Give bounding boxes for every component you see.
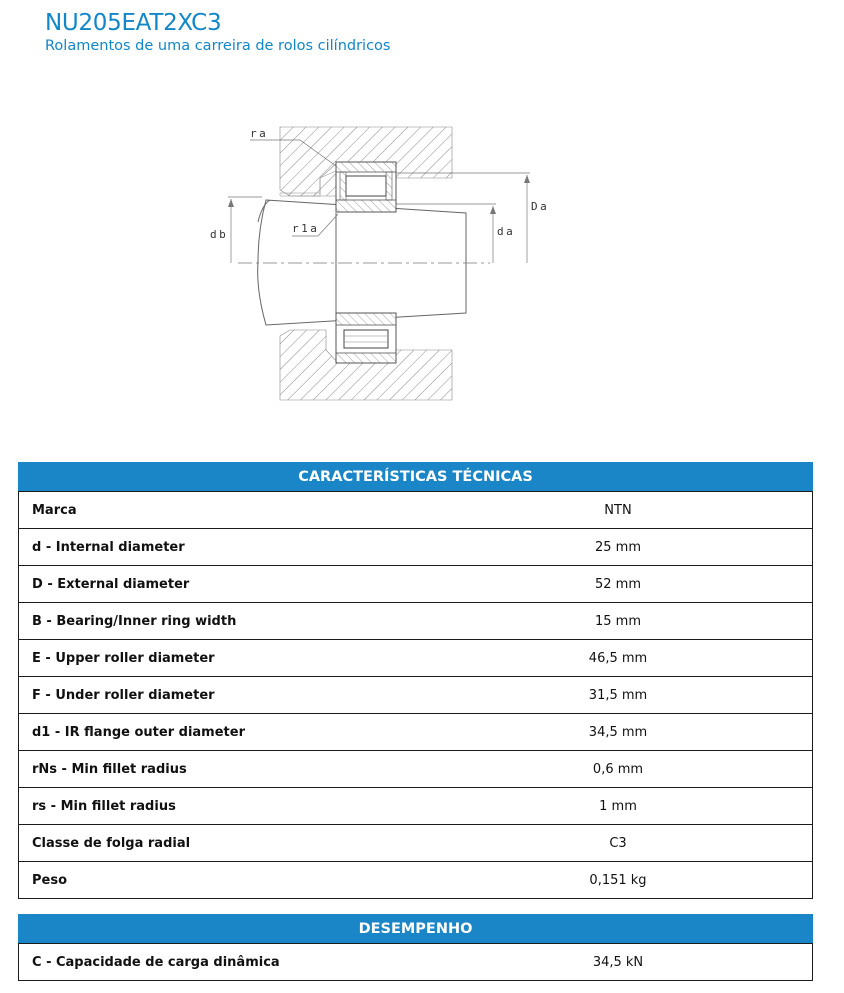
spec-value: 46,5 mm [424,640,813,677]
technical-characteristics-table [18,491,813,899]
technical-characteristics-panel [18,462,813,899]
table-row [19,492,813,529]
table-row [19,640,813,677]
spec-value: 1 mm [424,788,813,825]
table-row [19,825,813,862]
label-Da: Da [531,200,550,213]
spec-value: NTN [424,492,813,529]
performance-heading: DESEMPENHO [18,914,813,943]
label-r1a: r1a [292,222,320,235]
product-subtitle: Rolamentos de uma carreira de rolos cilíndricos [45,38,391,54]
table-row [19,751,813,788]
table-row [19,788,813,825]
table-row [19,529,813,566]
table-row [19,862,813,899]
technical-characteristics-heading: CARACTERÍSTICAS TÉCNICAS [18,462,813,491]
spec-label: d - Internal diameter [19,529,425,566]
table-row [19,677,813,714]
performance-table [18,943,813,981]
spec-label: Peso [19,862,425,899]
performance-panel [18,914,813,981]
spec-value: 31,5 mm [424,677,813,714]
spec-value: 34,5 mm [424,714,813,751]
table-row [19,566,813,603]
spec-label: rs - Min fillet radius [19,788,425,825]
spec-value: 0,6 mm [424,751,813,788]
label-ra: ra [250,127,269,140]
spec-value: C3 [424,825,813,862]
spec-value: 15 mm [424,603,813,640]
spec-label: E - Upper roller diameter [19,640,425,677]
table-row [19,603,813,640]
table-row [19,714,813,751]
spec-label: rNs - Min fillet radius [19,751,425,788]
spec-value: 52 mm [424,566,813,603]
spec-label: F - Under roller diameter [19,677,425,714]
label-da: da [497,225,516,238]
spec-value: 34,5 kN [424,944,813,981]
spec-label: d1 - IR flange outer diameter [19,714,425,751]
product-title: NU205EAT2XC3 [45,10,222,36]
spec-label: Classe de folga radial [19,825,425,862]
bearing-mounting-drawing [200,115,560,415]
spec-label: Marca [19,492,425,529]
spec-label: B - Bearing/Inner ring width [19,603,425,640]
table-row [19,944,813,981]
spec-label: D - External diameter [19,566,425,603]
spec-value: 25 mm [424,529,813,566]
spec-label: C - Capacidade de carga dinâmica [19,944,425,981]
label-db: db [210,228,229,241]
spec-value: 0,151 kg [424,862,813,899]
